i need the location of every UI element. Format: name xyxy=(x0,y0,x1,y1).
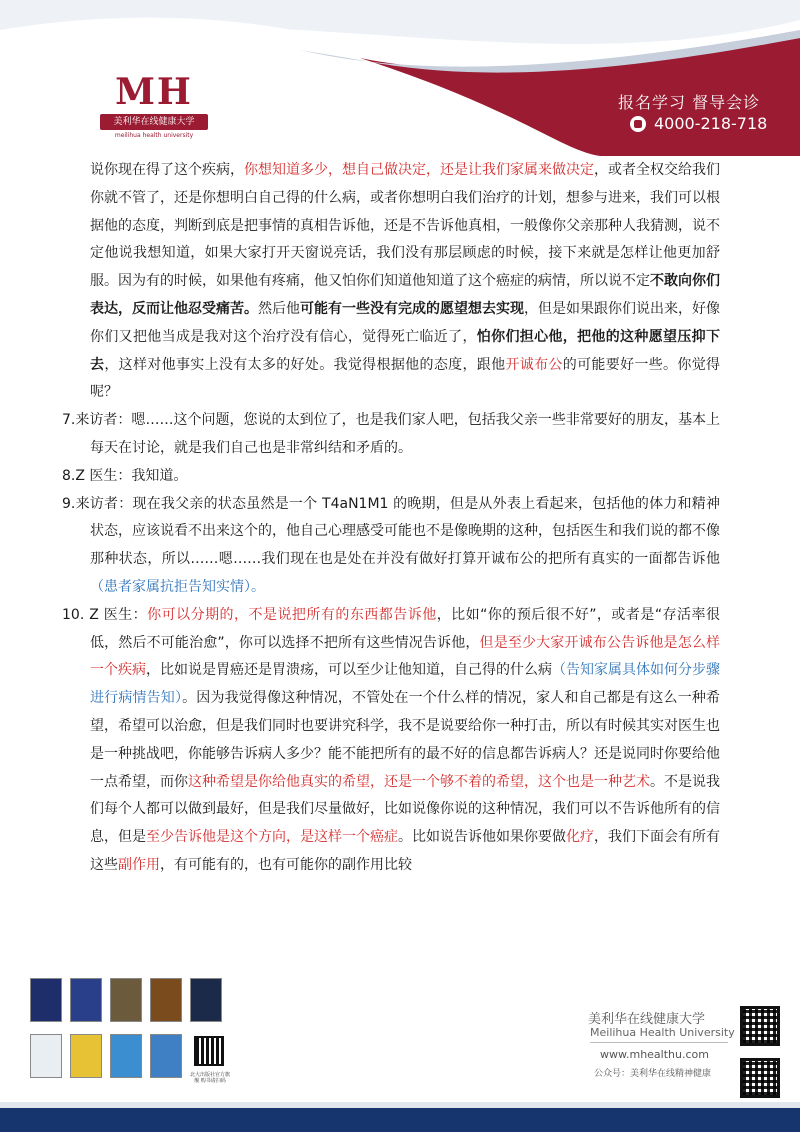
book-cover xyxy=(110,978,142,1022)
public-account: 公众号：美利华在线精神健康 xyxy=(594,1069,712,1079)
highlight-red: 但是至少大家开诚布公告诉他是怎么样一个疾病 xyxy=(90,634,720,679)
annotation-blue: （患者家属抗拒告知实情）。 xyxy=(90,578,265,595)
document-body xyxy=(62,157,721,880)
text-run: ，比如“你的预后很不好”，或者是“存活率很低，然后不可能治愈”，你可以选择不把所有这些情况告诉他， xyxy=(90,606,721,651)
paragraph-10 xyxy=(62,602,720,880)
university-name-cn: 美利华在线健康大学 xyxy=(588,1012,706,1027)
logo xyxy=(98,72,210,154)
text-run: 来访者：嗯……这个问题，您说的太到位了，也是我们家人吧，包括我父亲一些非常要好的朋友，基本上每天在讨论，就是我们自己也是非常纠结和矛盾的。 xyxy=(75,412,720,456)
books-qr-caption: 北大出版社官方旗舰 购书请扫码 xyxy=(190,1072,231,1084)
text-run: Z 医生：我知道。 xyxy=(75,467,188,484)
book-cover xyxy=(190,978,222,1022)
highlight-bold: 可能有一些没有完成的愿望想去实现 xyxy=(300,300,524,317)
paragraph-8 xyxy=(62,463,720,491)
book-covers xyxy=(30,978,240,1104)
text-run: ，这样对他事实上没有太多的好处。我觉得根据他的态度，跟他 xyxy=(104,356,506,373)
phone-icon xyxy=(630,116,646,132)
highlight-red: 副作用 xyxy=(118,856,160,873)
paragraph-7 xyxy=(62,407,720,463)
highlight-red: 化疗 xyxy=(566,829,594,846)
bottom-bar xyxy=(0,1108,800,1132)
highlight-red: 开诚布公 xyxy=(505,356,563,373)
highlight-red: 这种希望是你给他真实的希望，还是一个够不着的希望，这个也是一种艺术 xyxy=(188,773,650,790)
footer xyxy=(0,970,800,1132)
logo-subtitle: meilihua health university xyxy=(114,132,194,139)
header-phone xyxy=(630,114,767,133)
paragraph-number: 7. xyxy=(62,412,76,429)
text-run: Z 医生： xyxy=(84,606,148,623)
divider xyxy=(590,1042,728,1043)
annotation-blue: （告知家属具体如何分步骤进行病情告知） xyxy=(90,662,720,707)
book-cover xyxy=(110,1034,142,1078)
paragraph-6-continued xyxy=(90,157,720,407)
text-run: ，或者全权交给我们你就不管了，还是你想明白自己得的什么病，或者你想明白我们治疗的计划，想参与进来，我们可以根据他的态度，判断到底是把事情的真相告诉他，还是不告诉他真相，一般像你父亲那种人我猜测，说不定他说我想知道，如果大家打开天窗说亮话，我们没有那层顾虑的时候，接下来就是怎样让他更加舒服。因为有的时候，如果他有疼痛，他又怕你们知道他知道了这个癌症的病情，所以说不定 xyxy=(90,162,720,290)
paragraph-number: 8. xyxy=(62,467,76,484)
paragraph-number: 10. xyxy=(62,606,85,623)
highlight-red: 至少告诉他是这个方向，是这样一个癌症 xyxy=(146,829,398,846)
highlight-red: 你想知道多少，想自己做决定，还是让我们家属来做决定 xyxy=(244,162,594,178)
qr-code-bottom[interactable] xyxy=(740,1058,780,1098)
text-run: 。比如说告诉他如果你要做 xyxy=(398,829,566,846)
books-qr-code[interactable] xyxy=(194,1036,224,1066)
text-run: ，有可能有的，也有可能你的副作用比较 xyxy=(160,856,412,873)
paragraph-9 xyxy=(62,491,720,602)
text-run: 。因为我觉得像这种情况，不管处在一个什么样的情况，家人和自己都是有这么一种希望，希望可以治愈，但是我们同时也要讲究科学，我不是说要给你一种打击，所以有时候其实对医生也是一种挑战吧，你能够告诉病人多少？能不能把所有的最不好的信息都告诉病人？还是说同时你要给他一点希望，而你 xyxy=(90,690,721,790)
qr-code-top[interactable] xyxy=(740,1006,780,1046)
book-cover xyxy=(150,1034,182,1078)
book-cover xyxy=(30,978,62,1022)
text-run: 。不是说我们每个人都可以做到最好，但是我们尽量做好，比如说像你说的这种情况，我们可以不告诉他所有的信息，但是 xyxy=(90,773,720,846)
book-cover xyxy=(70,978,102,1022)
logo-ribbon: 美利华在线健康大学 xyxy=(100,114,208,130)
book-cover xyxy=(150,978,182,1022)
logo-mark: MH xyxy=(115,71,193,113)
text-run: 来访者：现在我父亲的状态虽然是一个 T4aN1M1 的晚期，但是从外表上看起来，包括他的体力和精神状态，应该说看不出来这个的，他自己心理感受可能也不是像晚期的这种，包括医生和我们说的都不像那种状态，所以……嗯……我们现在也是处在并没有做好打算开诚布公的把所有真实的一面都告诉他 xyxy=(75,495,720,568)
text-run: ，但是如果跟你们说出来，好像你们又把他当成是我对这个治疗没有信心，觉得死亡临近了， xyxy=(90,300,720,345)
phone-number: 4000-218-718 xyxy=(654,114,768,133)
book-cover xyxy=(70,1034,102,1078)
highlight-bold: 怕你们担心他，把他的这种愿望压抑下去 xyxy=(90,328,721,373)
text-run: ，比如说是胃癌还是胃溃疡，可以至少让他知道，自己得的什么病 xyxy=(146,662,552,679)
text-run: 然后他 xyxy=(258,300,300,317)
website-link[interactable]: www.mhealthu.com xyxy=(600,1048,709,1061)
text-run: 说你现在得了这个疾病， xyxy=(90,162,244,178)
header-tagline: 报名学习 督导会诊 xyxy=(618,93,761,112)
text-run: ，我们下面会有所有这些 xyxy=(90,829,720,873)
highlight-bold: 不敢向你们表达，反而让他忍受痛苦。 xyxy=(90,273,720,317)
book-cover xyxy=(30,1034,62,1078)
paragraph-number: 9. xyxy=(62,495,76,512)
university-name-en: Meilihua Health University xyxy=(590,1026,735,1039)
highlight-red: 你可以分期的，不是说把所有的东西都告诉他 xyxy=(147,606,437,623)
text-run: 的可能要好一些。你觉得呢？ xyxy=(90,356,721,401)
